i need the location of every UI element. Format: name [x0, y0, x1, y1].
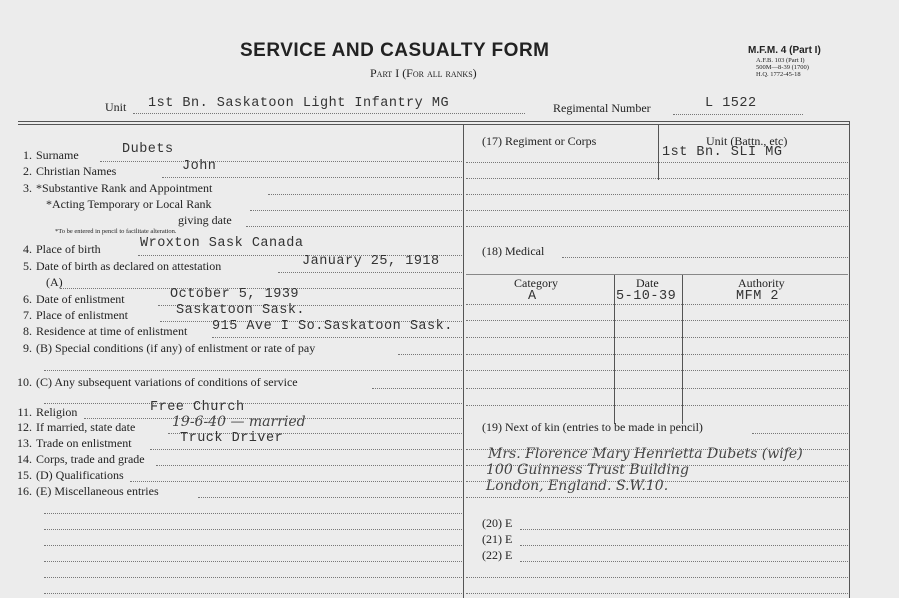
regnum-label: Regimental Number — [553, 101, 651, 115]
field-qualifications: 15. (D) Qualifications — [17, 468, 124, 482]
surname-value: Dubets — [122, 142, 174, 157]
field-religion: 11. Religion — [17, 405, 78, 419]
medical-col-category: Category — [514, 276, 558, 290]
field-trade: 13. Trade on enlistment — [17, 436, 132, 450]
field-miscellaneous: 16. (E) Miscellaneous entries — [17, 484, 159, 498]
field-place-of-birth: 4. Place of birth — [23, 242, 101, 256]
field-place-of-enlistment: 7. Place of enlistment — [23, 308, 128, 322]
form-ref: A.F.B. 103 (Part I) — [756, 57, 805, 64]
unit-column-header: Unit (Battn., etc) — [706, 134, 788, 148]
field-surname: 1. Surname — [23, 148, 79, 162]
field-22: (22) E — [482, 548, 513, 562]
form-title: SERVICE AND CASUALTY FORM — [240, 40, 550, 61]
date-of-birth-value: January 25, 1918 — [302, 254, 440, 269]
place-of-enlistment-value: Saskatoon Sask. — [176, 303, 306, 318]
field-christian-names: 2. Christian Names — [23, 164, 117, 178]
field-special-conditions: 9. (B) Special conditions (if any) of enlistment or rate of pay — [23, 341, 316, 355]
next-of-kin-line3: London, England. S.W.10. — [486, 478, 669, 494]
christian-names-value: John — [182, 159, 217, 174]
field-subsequent-variations: 10. (C) Any subsequent variations of conditions of service — [17, 375, 298, 389]
field-date-of-enlistment: 6. Date of enlistment — [23, 292, 125, 306]
field-giving-date: giving date — [178, 213, 232, 227]
trade-value: Truck Driver — [180, 431, 284, 446]
form-code: M.F.M. 4 (Part I) — [748, 45, 821, 56]
form-ref: H.Q. 1772-45-18 — [756, 71, 801, 78]
unit-value: 1st Bn. Saskatoon Light Infantry MG — [148, 96, 450, 111]
form-refs — [756, 57, 809, 78]
medical-category-value: A — [528, 289, 537, 304]
medical-col-date: Date — [636, 276, 659, 290]
field-20: (20) E — [482, 516, 513, 530]
unit-column-value: 1st Bn. SLI MG — [662, 145, 783, 160]
form-ref: 500M—8-39 (1700) — [756, 64, 809, 71]
field-substantive-rank: 3. *Substantive Rank and Appointment — [23, 181, 213, 195]
residence-value: 915 Ave I So.Saskatoon Sask. — [212, 319, 453, 334]
married-value: 19-6-40 — married — [172, 414, 306, 430]
date-of-enlistment-value: October 5, 1939 — [170, 287, 300, 302]
pencil-footnote: *To be entered in pencil to facilitate alteration. — [55, 228, 177, 235]
medical-col-authority: Authority — [738, 276, 785, 290]
field-married: 12. If married, state date — [17, 420, 136, 434]
field-residence: 8. Residence at time of enlistment — [23, 324, 188, 338]
field-regiment-corps: (17) Regiment or Corps — [482, 134, 597, 148]
next-of-kin-line1: Mrs. Florence Mary Henrietta Dubets (wife) — [488, 446, 803, 462]
field-a: (A) — [46, 275, 63, 289]
next-of-kin-line2: 100 Guinness Trust Building — [486, 462, 689, 478]
unit-label: Unit — [105, 100, 127, 114]
field-21: (21) E — [482, 532, 513, 546]
form-subtitle: Part I (For all ranks) — [370, 66, 477, 80]
medical-authority-value: MFM 2 — [736, 289, 780, 304]
field-next-of-kin: (19) Next of kin (entries to be made in pencil) — [482, 420, 703, 434]
field-acting-rank: *Acting Temporary or Local Rank — [46, 197, 212, 211]
religion-value: Free Church — [150, 400, 245, 415]
medical-date-value: 5-10-39 — [616, 289, 677, 304]
field-corps-trade-grade: 14. Corps, trade and grade — [17, 452, 145, 466]
field-medical: (18) Medical — [482, 244, 545, 258]
field-date-of-birth: 5. Date of birth as declared on attestation — [23, 259, 222, 273]
place-of-birth-value: Wroxton Sask Canada — [140, 236, 304, 251]
regnum-value: L 1522 — [705, 96, 757, 111]
